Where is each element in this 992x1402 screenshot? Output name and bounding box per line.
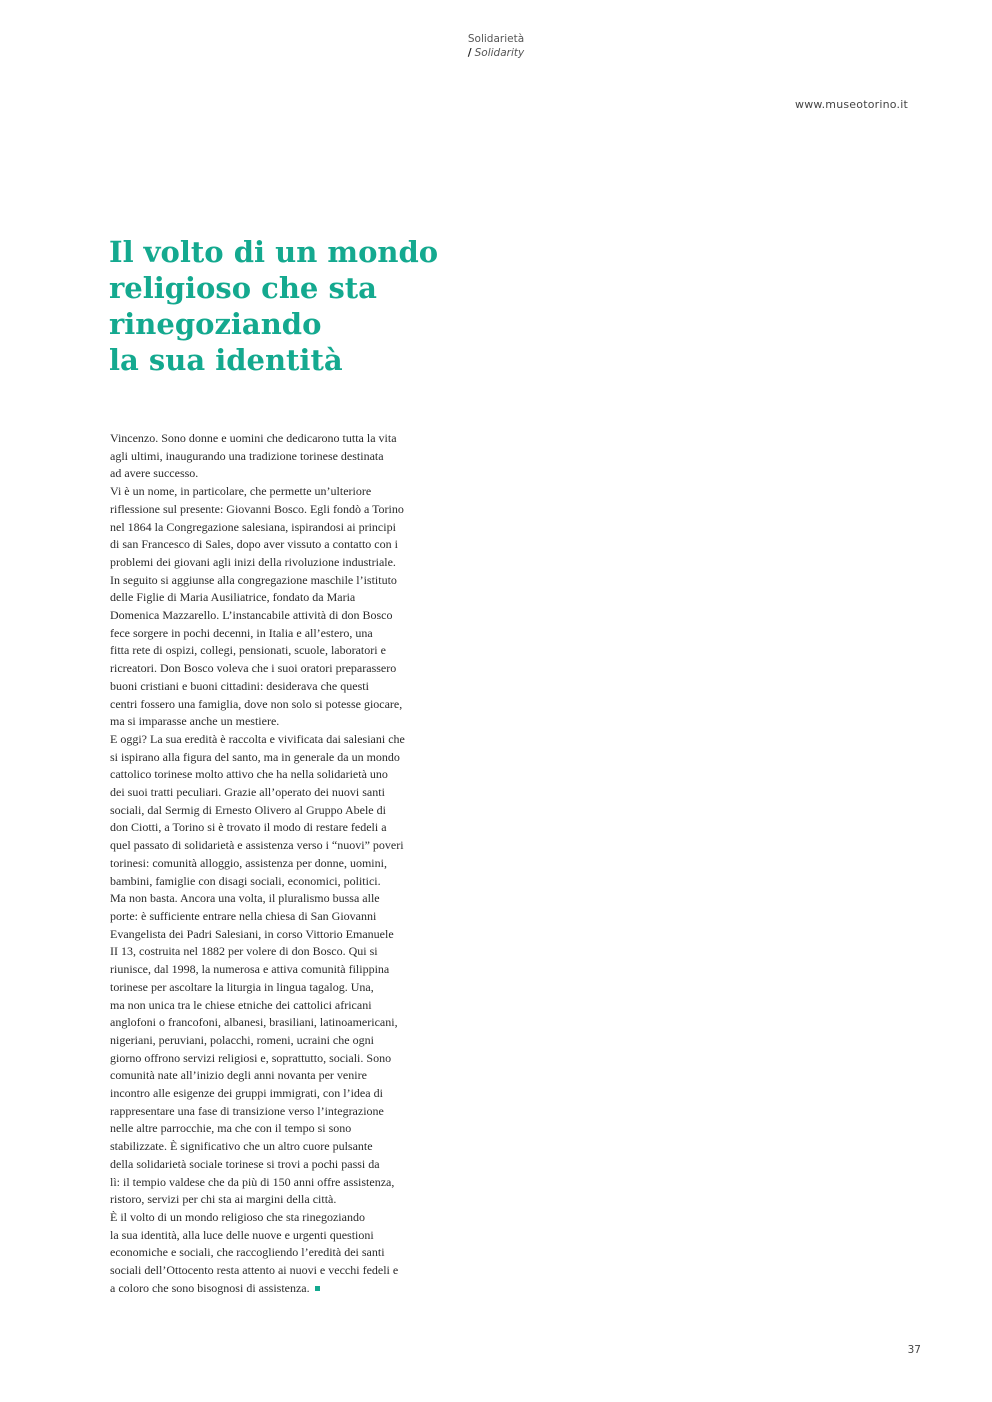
body-line-text: agli ultimi, inaugurando una tradizione torinese destinata bbox=[110, 448, 384, 463]
body-line bbox=[110, 625, 440, 643]
body-line bbox=[110, 1050, 440, 1068]
body-line-text: Domenica Mazzarello. L’instancabile attività di don Bosco bbox=[110, 608, 393, 623]
body-line-text: ma si imparasse anche un mestiere. bbox=[110, 714, 280, 729]
body-line-text: don Ciotti, a Torino si è trovato il modo di restare fedeli a bbox=[110, 820, 387, 835]
body-line-text: la sua identità, alla luce delle nuove e urgenti questioni bbox=[110, 1227, 374, 1242]
body-line bbox=[110, 1227, 440, 1245]
body-line bbox=[110, 642, 440, 660]
body-line-text: ad avere successo. bbox=[110, 466, 199, 481]
header-slash: / bbox=[467, 47, 472, 59]
body-line bbox=[110, 501, 440, 519]
body-line-text: fece sorgere in pochi decenni, in Italia e all’estero, una bbox=[110, 625, 373, 640]
body-line bbox=[110, 1280, 440, 1298]
title-line: Il volto di un mondo bbox=[109, 235, 439, 269]
body-line bbox=[110, 483, 440, 501]
body-line bbox=[110, 908, 440, 926]
body-line bbox=[110, 536, 440, 554]
body-line bbox=[110, 1244, 440, 1262]
body-line-text: giorno offrono servizi religiosi e, soprattutto, sociali. Sono bbox=[110, 1050, 392, 1065]
body-line-text: riflessione sul presente: Giovanni Bosco. Egli fondò a Torino bbox=[110, 501, 404, 516]
running-header bbox=[0, 32, 992, 60]
body-line bbox=[110, 749, 440, 767]
body-line-text: sociali, dal Sermig di Ernesto Olivero al Gruppo Abele di bbox=[110, 802, 386, 817]
body-line bbox=[110, 926, 440, 944]
title-line: religioso che sta bbox=[109, 271, 377, 305]
body-line-text: della solidarietà sociale torinese si trovi a pochi passi da bbox=[110, 1156, 380, 1171]
title-line: la sua identità bbox=[109, 343, 343, 377]
body-line-text: di san Francesco di Sales, dopo aver vissuto a contatto con i bbox=[110, 537, 398, 552]
end-of-article-icon bbox=[315, 1286, 320, 1291]
body-line bbox=[110, 784, 440, 802]
body-line-text: E oggi? La sua eredità è raccolta e vivificata dai salesiani che bbox=[110, 731, 405, 746]
body-line bbox=[110, 430, 440, 448]
body-line-text: problemi dei giovani agli inizi della rivoluzione industriale. bbox=[110, 554, 396, 569]
body-line bbox=[110, 696, 440, 714]
body-line-text: torinese per ascoltare la liturgia in lingua tagalog. Una, bbox=[110, 979, 374, 994]
body-line bbox=[110, 519, 440, 537]
body-line-text: buoni cristiani e buoni cittadini: desiderava che questi bbox=[110, 678, 369, 693]
article-title bbox=[109, 234, 469, 378]
body-line bbox=[110, 979, 440, 997]
body-line bbox=[110, 890, 440, 908]
body-line-text: nigeriani, peruviani, polacchi, romeni, ucraini che ogni bbox=[110, 1032, 374, 1047]
body-line-text: In seguito si aggiunse alla congregazione maschile l’istituto bbox=[110, 572, 397, 587]
body-line bbox=[110, 589, 440, 607]
body-line-text: Vincenzo. Sono donne e uomini che dedicarono tutta la vita bbox=[110, 431, 397, 445]
body-line-text: ristoro, servizi per chi sta ai margini della città. bbox=[110, 1192, 337, 1207]
body-line bbox=[110, 1120, 440, 1138]
body-line bbox=[110, 1085, 440, 1103]
body-line-text: comunità nate all’inizio degli anni novanta per venire bbox=[110, 1068, 367, 1083]
body-line bbox=[110, 961, 440, 979]
body-line bbox=[110, 572, 440, 590]
body-line bbox=[110, 713, 440, 731]
section-title-it: Solidarietà bbox=[467, 33, 525, 45]
body-line bbox=[110, 554, 440, 572]
body-line-text: cattolico torinese molto attivo che ha nella solidarietà uno bbox=[110, 767, 388, 782]
body-line-text: II 13, costruita nel 1882 per volere di don Bosco. Qui si bbox=[110, 944, 378, 959]
body-line bbox=[110, 660, 440, 678]
title-line: rinegoziando bbox=[109, 307, 322, 341]
body-line-text: economiche e sociali, che raccogliendo l’eredità dei santi bbox=[110, 1245, 385, 1260]
body-line-text: anglofoni o francofoni, albanesi, brasiliani, latinoamericani, bbox=[110, 1015, 398, 1030]
body-line-text: dei suoi tratti peculiari. Grazie all’operato dei nuovi santi bbox=[110, 785, 385, 800]
body-line bbox=[110, 802, 440, 820]
body-line-text: È il volto di un mondo religioso che sta rinegoziando bbox=[110, 1209, 365, 1224]
body-line-text: quel passato di solidarietà e assistenza verso i “nuovi” poveri bbox=[110, 838, 404, 853]
section-title-en-line bbox=[0, 46, 992, 60]
body-line-text: nel 1864 la Congregazione salesiana, ispirandosi ai principi bbox=[110, 519, 396, 534]
body-line-text: Vi è un nome, in particolare, che permette un’ulteriore bbox=[110, 484, 372, 499]
body-line bbox=[110, 873, 440, 891]
body-line-text: stabilizzate. È significativo che un altro cuore pulsante bbox=[110, 1139, 373, 1154]
body-line bbox=[110, 1209, 440, 1227]
section-title-en: Solidarity bbox=[474, 47, 525, 59]
body-line-text: sociali dell’Ottocento resta attento ai nuovi e vecchi fedeli e bbox=[110, 1263, 399, 1278]
body-line bbox=[110, 819, 440, 837]
body-line bbox=[110, 837, 440, 855]
site-url: www.museotorino.it bbox=[795, 98, 908, 111]
body-line-text: fitta rete di ospizi, collegi, pensionati, scuole, laboratori e bbox=[110, 643, 386, 658]
body-line bbox=[110, 766, 440, 784]
body-line-text: a coloro che sono bisognosi di assistenza. bbox=[110, 1280, 310, 1295]
body-line bbox=[110, 678, 440, 696]
body-line bbox=[110, 1174, 440, 1192]
body-line bbox=[110, 997, 440, 1015]
body-line-text: incontro alle esigenze dei gruppi immigrati, con l’idea di bbox=[110, 1086, 383, 1101]
body-line-text: nelle altre parrocchie, ma che con il tempo si sono bbox=[110, 1121, 352, 1136]
body-line-text: lì: il tempio valdese che da più di 150 anni offre assistenza, bbox=[110, 1174, 395, 1189]
body-line-text: Ma non basta. Ancora una volta, il pluralismo bussa alle bbox=[110, 891, 380, 906]
body-line bbox=[110, 943, 440, 961]
article-body bbox=[110, 430, 440, 1297]
body-line bbox=[110, 607, 440, 625]
body-line bbox=[110, 1067, 440, 1085]
body-line-text: Evangelista dei Padri Salesiani, in corso Vittorio Emanuele bbox=[110, 926, 394, 941]
body-line bbox=[110, 1262, 440, 1280]
body-line-text: delle Figlie di Maria Ausiliatrice, fondato da Maria bbox=[110, 590, 356, 605]
body-line bbox=[110, 1156, 440, 1174]
body-line-text: torinesi: comunità alloggio, assistenza per donne, uomini, bbox=[110, 855, 387, 870]
body-line bbox=[110, 1138, 440, 1156]
body-line bbox=[110, 465, 440, 483]
body-line-text: ma non unica tra le chiese etniche dei cattolici africani bbox=[110, 997, 372, 1012]
body-line-text: ricreatori. Don Bosco voleva che i suoi oratori preparassero bbox=[110, 661, 397, 676]
body-line-text: centri fossero una famiglia, dove non solo si potesse giocare, bbox=[110, 696, 403, 711]
body-line bbox=[110, 1014, 440, 1032]
body-line bbox=[110, 855, 440, 873]
body-line-text: bambini, famiglie con disagi sociali, economici, politici. bbox=[110, 873, 381, 888]
body-line-text: porte: è sufficiente entrare nella chiesa di San Giovanni bbox=[110, 908, 377, 923]
body-line bbox=[110, 731, 440, 749]
body-line bbox=[110, 1191, 440, 1209]
body-line bbox=[110, 448, 440, 466]
body-line-text: si ispirano alla figura del santo, ma in generale da un mondo bbox=[110, 749, 400, 764]
body-line-text: riunisce, dal 1998, la numerosa e attiva comunità filippina bbox=[110, 962, 390, 977]
body-line bbox=[110, 1032, 440, 1050]
page-number: 37 bbox=[907, 1344, 921, 1356]
body-line-text: rappresentare una fase di transizione verso l’integrazione bbox=[110, 1103, 384, 1118]
body-line bbox=[110, 1103, 440, 1121]
